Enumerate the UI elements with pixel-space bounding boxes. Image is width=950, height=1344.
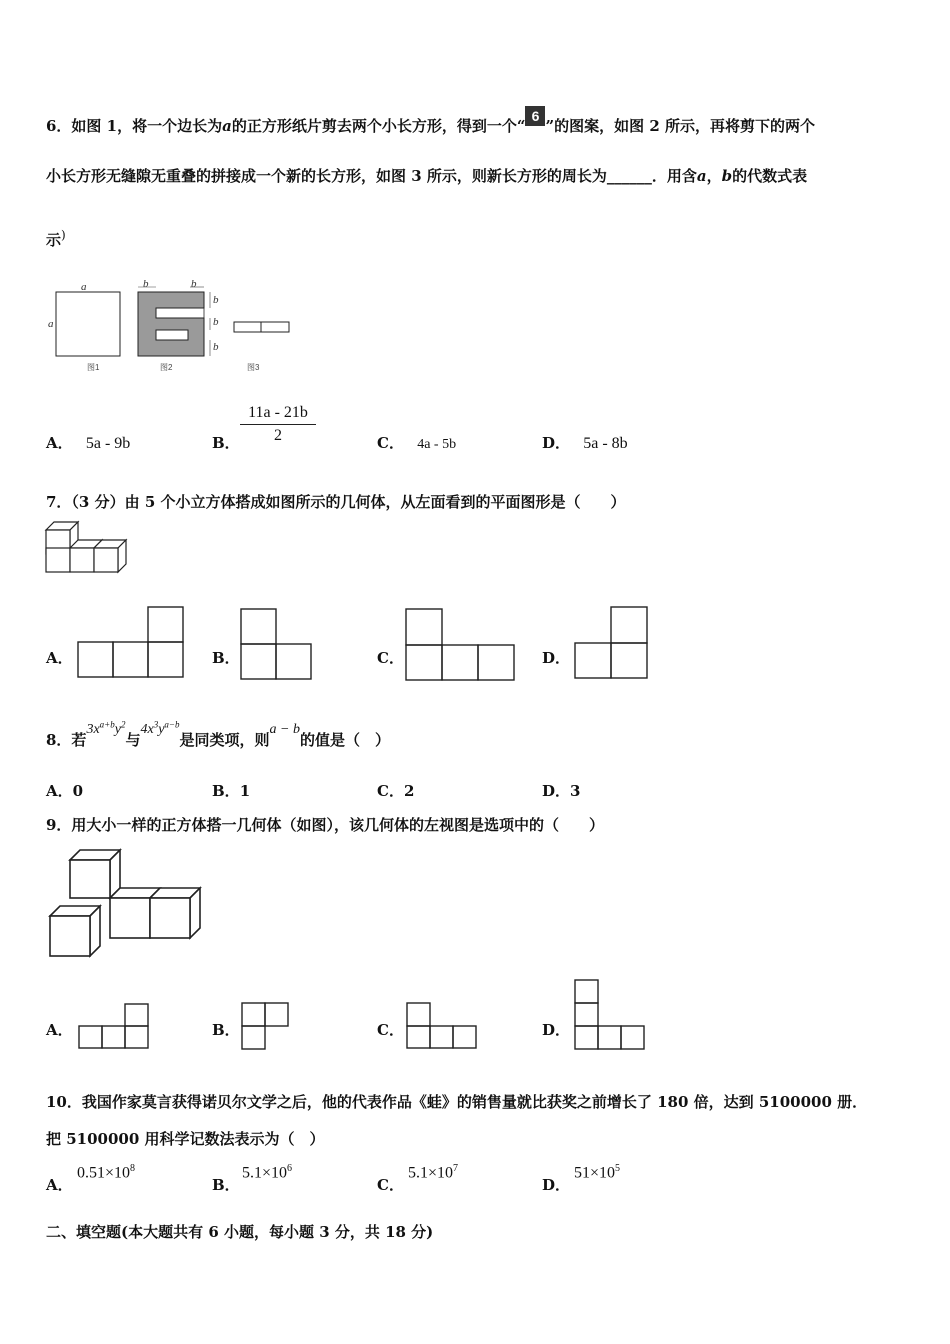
fig2-shape	[138, 292, 204, 356]
label-b: b	[213, 341, 219, 353]
q8-option-a[interactable]	[46, 780, 83, 801]
fig1-square	[56, 292, 120, 356]
q7-option-a-figure	[76, 604, 188, 680]
caption-fig3: 图3	[247, 363, 260, 372]
term-y: y	[114, 722, 121, 737]
q7-option-b-label[interactable]: B．	[212, 649, 240, 667]
section-title: 二、填空题(本大题共有 6 小题，每小题 3 分，共 18 分)	[46, 1223, 434, 1241]
sci-exp: 7	[453, 1163, 459, 1174]
q7-option-d-figure	[573, 604, 651, 680]
option-label: D．	[542, 434, 571, 452]
q9-option-d-label[interactable]: D．	[542, 1021, 571, 1039]
q7-solid-figure	[44, 518, 130, 580]
option-value: 1	[239, 782, 251, 800]
q8-term2	[140, 719, 180, 737]
q10-option-b[interactable]	[212, 1174, 240, 1195]
q8-term1	[86, 719, 126, 737]
caption-fig2: 图2	[160, 363, 173, 372]
term-exp: 2	[120, 719, 126, 730]
q8-option-d[interactable]	[542, 780, 580, 801]
q8-option-c[interactable]	[377, 780, 414, 801]
q6-text: 小长方形无缝隙无重叠的拼接成一个新的长方形，如图 3 所示，则新长方形的周长为______．用含	[46, 167, 697, 185]
caption-fig1: 图1	[87, 363, 100, 372]
var-a: a	[222, 117, 232, 135]
label-b: b	[191, 278, 197, 290]
q8-text: 的值是（ ）	[299, 731, 390, 749]
q6-text: 示	[46, 231, 62, 249]
option-label: B．	[212, 1176, 240, 1194]
sci-base: 51×10	[574, 1164, 616, 1182]
q9-option-c-figure	[404, 1000, 480, 1052]
q10-option-c[interactable]	[377, 1174, 404, 1195]
option-value: 5a - 9b	[85, 435, 131, 452]
term-y: y	[158, 722, 165, 737]
q7-option-c-label[interactable]: C．	[377, 649, 404, 667]
option-label: C．	[377, 1176, 404, 1194]
fraction-denominator: 2	[274, 427, 282, 444]
q10-option-a[interactable]	[46, 1174, 73, 1195]
fig2-hole	[156, 330, 188, 340]
q8-question	[46, 719, 390, 750]
q10-option-c-value	[408, 1163, 458, 1182]
q10-option-d-value	[574, 1163, 620, 1182]
var-a: a	[696, 167, 707, 185]
term-base: 3x	[86, 722, 100, 737]
option-value: 3	[570, 782, 581, 800]
q8-text: 8．若	[46, 731, 87, 749]
sci-exp: 8	[130, 1163, 136, 1174]
sci-base: 0.51×10	[77, 1164, 131, 1182]
option-label: A．	[46, 1176, 73, 1194]
fig3-rect-right	[261, 322, 289, 332]
q9-option-c-label[interactable]: C．	[377, 1021, 404, 1039]
q9-option-b-label[interactable]: B．	[212, 1021, 240, 1039]
q6-line3	[46, 228, 66, 250]
q8-text: 是同类项，则	[179, 731, 270, 749]
option-label: B．	[212, 782, 240, 800]
option-label: A．	[46, 434, 73, 452]
option-label: D．	[542, 1176, 571, 1194]
q10-option-a-value	[77, 1163, 135, 1182]
q10-line1: 10．我国作家莫言获得诺贝尔文学之后，他的代表作品《蛙》的销售量就比获奖之前增长了 180 倍，达到 5100000 册．	[46, 1093, 868, 1111]
glyph-6-icon: 6	[525, 106, 545, 126]
q6-text: 的代数式表	[732, 167, 808, 185]
option-label: C．	[377, 434, 404, 452]
option-label: A．	[46, 782, 73, 800]
sci-exp: 5	[615, 1163, 621, 1174]
q9-question: 9．用大小一样的正方体搭一几何体（如图），该几何体的左视图是选项中的（ ）	[46, 816, 604, 834]
q9-option-a-figure	[76, 1000, 152, 1052]
q9-option-a-label[interactable]: A．	[46, 1021, 73, 1039]
q8-text: 与	[125, 731, 141, 749]
option-value: 4a - 5b	[417, 437, 457, 452]
fig3-rect-left	[234, 322, 261, 332]
q7-question: 7．（3 分）由 5 个小立方体搭成如图所示的几何体，从左面看到的平面图形是（ ）	[46, 493, 626, 511]
option-value: 2	[403, 782, 415, 800]
q6-option-b[interactable]	[212, 432, 240, 453]
sci-exp: 6	[287, 1163, 293, 1174]
label-a-left: a	[48, 318, 54, 330]
sci-base: 5.1×10	[242, 1164, 288, 1182]
q9-option-b-figure	[239, 1000, 293, 1052]
q6-option-a[interactable]	[46, 432, 130, 453]
q7-option-b-figure	[239, 606, 315, 682]
q6-text: 6．如图 1，将一个边长为	[46, 117, 223, 135]
q10-line2: 把 5100000 用科学记数法表示为（ ）	[46, 1130, 325, 1148]
q8-expr: a − b	[269, 722, 300, 737]
label-a-top: a	[81, 281, 87, 293]
term-exp: a−b	[164, 719, 180, 730]
option-label: C．	[377, 782, 404, 800]
q9-solid-figure	[46, 846, 208, 960]
q6-line2	[46, 165, 807, 186]
mark: )	[61, 228, 66, 242]
label-b: b	[213, 294, 219, 306]
q6-text: 的正方形纸片剪去两个小长方形，得到一个“	[231, 117, 526, 135]
term-exp: a+b	[99, 719, 115, 730]
label-b: b	[143, 278, 149, 290]
fraction-numerator: 11a - 21b	[240, 404, 316, 425]
q6-option-c[interactable]	[377, 432, 456, 453]
separator: ，	[706, 167, 722, 185]
q6-option-d[interactable]	[542, 432, 628, 453]
term-base: 4x	[140, 722, 154, 737]
q7-option-d-label[interactable]: D．	[542, 649, 571, 667]
sci-base: 5.1×10	[408, 1164, 454, 1182]
option-value: 0	[72, 782, 84, 800]
q6-text: ”的图案，如图 2 所示，再将剪下的两个	[545, 117, 815, 135]
q7-option-c-figure	[404, 606, 518, 682]
option-label: B．	[212, 434, 240, 452]
q10-option-d[interactable]	[542, 1174, 570, 1195]
q10-option-b-value	[242, 1163, 292, 1182]
label-b: b	[213, 316, 219, 328]
var-b: b	[721, 167, 733, 185]
term-exp: 3	[153, 719, 159, 730]
q6-option-b-fraction	[240, 404, 316, 445]
q9-option-d-figure	[572, 977, 648, 1053]
option-value: 5a - 8b	[583, 435, 628, 452]
q8-option-b[interactable]	[212, 780, 250, 801]
option-label: D．	[542, 782, 571, 800]
q7-option-a-label[interactable]: A．	[46, 649, 73, 667]
q6-line1	[46, 108, 815, 136]
